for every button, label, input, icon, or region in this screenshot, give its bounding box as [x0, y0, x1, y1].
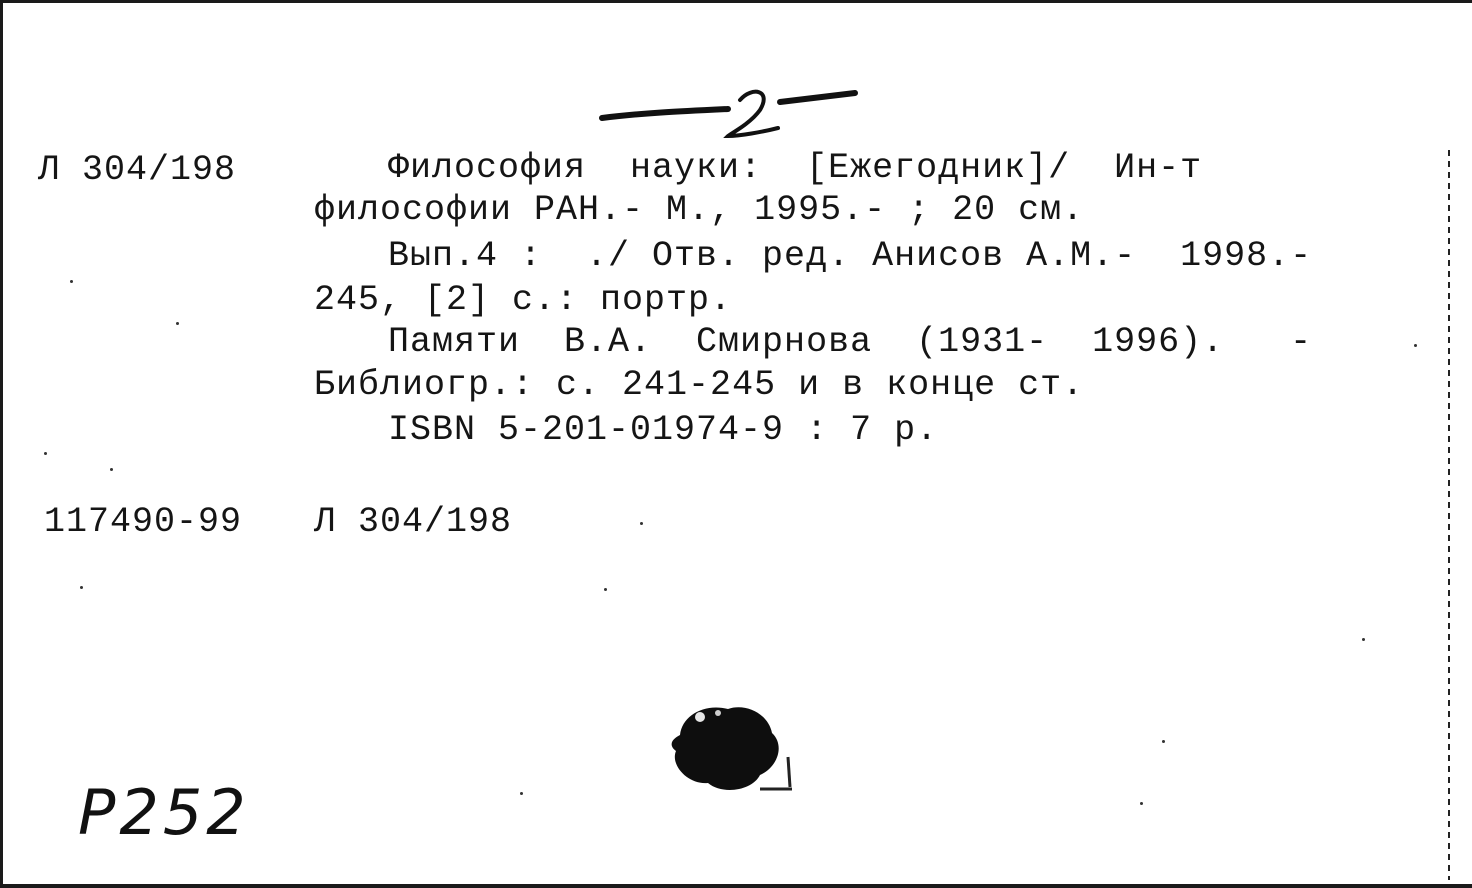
dust-speck — [110, 468, 113, 471]
issue-line-2: 245, [2] с.: портр. — [314, 280, 733, 320]
handwritten-top-mark — [590, 80, 870, 150]
card-left-border — [0, 0, 3, 888]
shelfmark-repeat: Л 304/198 — [314, 502, 513, 542]
dust-speck — [520, 792, 523, 795]
dedication-line-1: Памяти В.А. Смирнова (1931- 1996). - — [388, 322, 1313, 362]
punch-hole — [660, 695, 810, 805]
dust-speck — [80, 586, 83, 589]
card-bottom-border — [0, 884, 1472, 888]
dust-speck — [1362, 638, 1365, 641]
dust-speck — [44, 452, 47, 455]
isbn-line: ISBN 5-201-01974-9 : 7 р. — [388, 410, 939, 450]
issue-line-1: Вып.4 : ./ Отв. ред. Анисов А.М.- 1998.- — [388, 236, 1313, 276]
dust-speck — [1414, 344, 1417, 347]
dust-speck — [70, 280, 73, 283]
dust-speck — [1162, 740, 1165, 743]
card-right-border — [1448, 150, 1450, 880]
dust-speck — [604, 588, 607, 591]
card-top-border — [0, 0, 1472, 3]
dust-speck — [1140, 802, 1143, 805]
accession-number: 117490-99 — [44, 502, 243, 542]
handwritten-code: Р252 — [78, 776, 250, 849]
title-line-1: Философия науки: [Ежегодник]/ Ин-т — [388, 148, 1203, 188]
shelfmark: Л 304/198 — [38, 150, 237, 190]
title-line-2: философии РАН.- М., 1995.- ; 20 см. — [314, 190, 1085, 230]
dust-speck — [640, 522, 643, 525]
dedication-line-2: Библиогр.: с. 241-245 и в конце ст. — [314, 365, 1085, 405]
dust-speck — [176, 322, 179, 325]
